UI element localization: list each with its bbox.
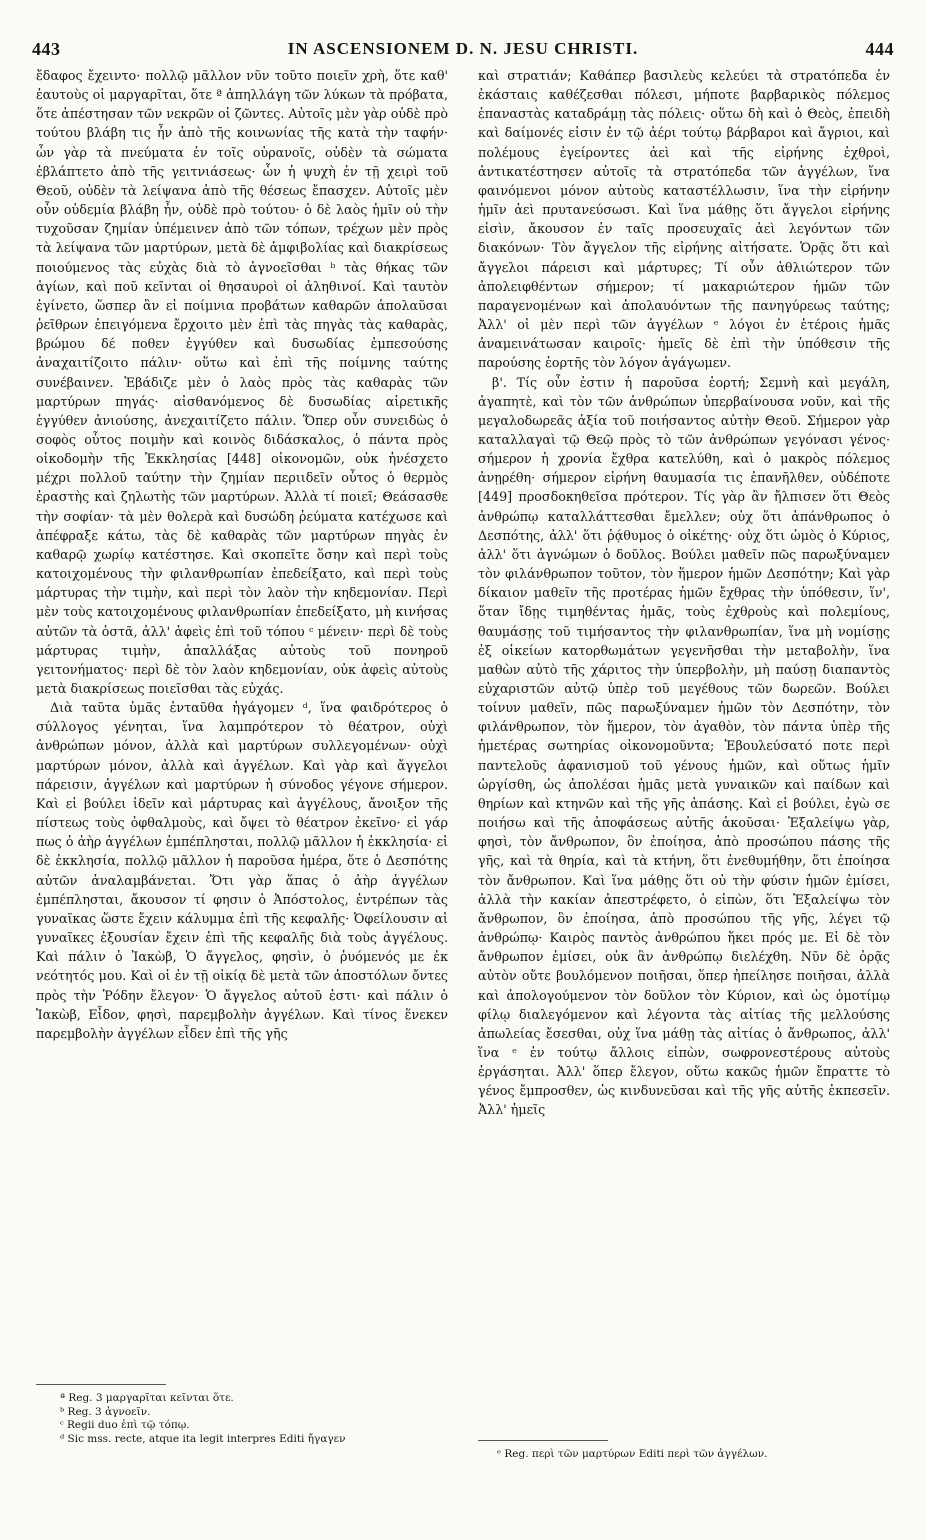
right-paragraph-2: β'. Τίς οὖν ἐστιν ἡ παροῦσα ἑορτή; Σεμνὴ καὶ μεγάλη, ἀγαπητὲ, καὶ τὸν τῶν ἀνθρώπων ὑπερβαίνουσα νοῦν, καὶ τῆς μεγαλοδωρεᾶς ἀξία τοῦ ποιήσαντος αὐτὴν Θεοῦ. Σήμερον γὰρ καταλλαγαὶ τῷ Θεῷ πρὸς τὸ τῶν ἀνθρώπων γεγόνασι γένος· σήμερον ἡ χρονία ἔχθρα κατελύθη, καὶ ὁ μακρὸς πόλεμος ἀνῃρέθη· σήμερον εἰρήνη θαυμασία τις ἐπανῆλθεν, οὐδέποτε [449] προσδοκηθεῖσα πρότερον. Τίς γὰρ ἂν ἤλπισεν ὅτι Θεὸς ἀνθρώπῳ καταλλάττεσθαι ἔμελλεν; οὐχ ὅτι ἀπάνθρωπος ὁ Δεσπότης, ἀλλ' ὅτι ῥᾴθυμος ὁ οἰκέτης· οὐχ ὅτι ὠμὸς ὁ Κύριος, ἀλλ' ὅτι ἀγνώμων ὁ δοῦλος. Βούλει μαθεῖν πῶς παρωξύναμεν τὸν φιλάνθρωπον τοῦτον, τὸν ἥμερον ἡμῶν Δεσπότην; Καὶ γὰρ δίκαιον μαθεῖν τῆς προτέρας ἡμῶν ἔχθρας τὴν ὑπόθεσιν, ἵν', ὅταν ἴδῃς τιμηθέντας ἡμᾶς, τοὺς ἐχθροὺς καὶ πολεμίους, θαυμάσῃς τοῦ τιμήσαντος τὴν φιλανθρωπίαν, ἵνα μὴ νομίσῃς ἐξ οἰκείων κατορθωμάτων γεγενῆσθαι τὴν μεταβολὴν, ἵνα μαθὼν αὐτὸ τῆς χάριτος τὴν ὑπερβολὴν, μὴ παύσῃ διαπαντὸς εὐχαριστῶν αὐτῷ ὑπὲρ τοῦ μεγέθους τῶν δωρεῶν. Βούλει τοίνυν μαθεῖν, πῶς παρωξύναμεν ἡμῶν τὸν Δεσπότην, τὸν φιλάνθρωπον, τὸν ἥμερον, τὸν ἀγαθὸν, τὸν πάντα ὑπὲρ τῆς ἡμετέρας σωτηρίας οἰκονομοῦντα; Ἐβουλεύσατό ποτε περὶ παντελοῦς ἀφανισμοῦ τοῦ γένους ἡμῶν, καὶ οὕτως ἡμῖν ὠργίσθη, ὡς ἀπολέσαι ἡμᾶς μετὰ γυναικῶν καὶ παίδων καὶ θηρίων καὶ κτηνῶν καὶ τῆς γῆς ἁπάσης. Καὶ εἰ βούλει, ἐγὼ σε ποιήσω καὶ τῆς ἀποφάσεως αὐτῆς ἀκοῦσαι· Ἐξαλείψω γὰρ, φησὶ, τὸν ἄνθρωπον, ὃν ἐποίησα, ἀπὸ προσώπου πάσης τῆς γῆς, καὶ τὰ θηρία, καὶ τὰ κτήνη, ὅτι ἐνεθυμήθην, ὅτι ἐποίησα τὸν ἄνθρωπον. Καὶ ἵνα μάθῃς ὅτι οὐ τὴν φύσιν ἡμῶν ἐμίσει, ἀλλὰ τὴν κακίαν ἀπεστρέφετο, ὁ εἰπὼν, ὅτι Ἐξαλείψω τὸν ἄνθρωπον, ὃν ἐποίησα, ἀπὸ προσώπου τῆς γῆς, λέγει τῷ ἀνθρώπῳ· Καιρὸς παντὸς ἀνθρώπου ἥκει πρός με. Εἰ δὲ τὸν ἄνθρωπον ἐμίσει, οὐκ ἂν ἀνθρώπῳ διελέχθη. Νῦν δὲ ὁρᾷς αὐτὸν οὔτε βουλόμενον ποιῆσαι, ὅπερ ἠπείλησε ποιῆσαι, ἀλλὰ καὶ ἀπολογούμενον τὸν δοῦλον τὸν Κύριον, καὶ ὡς ὁμοτίμῳ φίλῳ διαλεγόμενον καὶ λέγοντα τὰς αἰτίας τῆς μελλούσης ἀπωλείας ἔσεσθαι, οὐχ ἵνα μάθῃ τὰς αἰτίας ὁ ἄνθρωπος, ἀλλ' ἵνα ᵉ ἐν τούτῳ ἄλλοις εἰπὼν, σωφρονεστέρους αὐτοὺς ἐργάσηται. Ἀλλ' ὅπερ ἔλεγον, οὕτω κακῶς ἡμῶν ἔπραττε τὸ γένος ἔμπροσθεν, ὡς κινδυνεῦσαι καὶ τῆς γῆς αὐτῆς ἐκπεσεῖν. Ἀλλ' ἡμεῖς <box>478 374 890 1118</box>
right-footnote-rule <box>478 1440 608 1441</box>
footnote-d: ᵈ Sic mss. recte, atque ita legit interpres Editi ἤγαγεν <box>60 1432 346 1445</box>
left-footnotes <box>60 1392 450 1446</box>
footnote-c: ᶜ Regii duo ἐπὶ τῷ τόπῳ. <box>60 1419 190 1431</box>
right-paragraph-1: καὶ στρατιάν; Καθάπερ βασιλεὺς κελεύει τὰ στρατόπεδα ἐν ἑκάσταις καθέζεσθαι πόλεσι, μήποτε βαρβαρικὸς πόλεμος ἐπαναστὰς καταδράμῃ τὰς πόλεις· οὕτω δὴ καὶ ὁ Θεὸς, ἐπειδὴ καὶ δαίμονές εἰσιν ἐν τῷ ἀέρι τούτῳ βάρβαροι καὶ ἄγριοι, καὶ πολέμους ἐγείροντες ἀεὶ καὶ τῆς εἰρήνης ἐχθροὶ, ἀντικατέστησεν αὐτοῖς τὰ στρατόπεδα τῶν ἀγγέλων, ἵνα φαινόμενοι μόνον αὐτοὺς καταστέλλωσιν, ἵνα τὴν εἰρήνην ἡμῖν ἀεὶ πρυτανεύσωσι. Καὶ ἵνα μάθῃς ὅτι ἄγγελοι εἰρήνης εἰσὶν, ἄκουσον ἐν ταῖς προσευχαῖς ἀεὶ λεγόντων τῶν διακόνων· Τὸν ἄγγελον τῆς εἰρήνης αἰτήσατε. Ὁρᾷς ὅτι καὶ ἄγγελοι πάρεισι καὶ μάρτυρες; Τί οὖν ἀθλιώτερον τῶν ἀπολειφθέντων σήμερον; τί μακαριώτερον ἡμῶν τῶν παραγενομένων καὶ ἀπολαυόντων τῆς πανηγύρεως ταύτης; Ἀλλ' οἱ μὲν περὶ τῶν ἀγγέλων ᵉ λόγοι ἐν ἑτέροις ἡμᾶς ἀναμεινάτωσαν καιροῖς· ἡμεῖς δὲ ἐπὶ τὴν ὑπόθεσιν τῆς παρούσης ἑορτῆς τὸν λόγον ἀγάγωμεν. <box>478 68 890 371</box>
running-title: IN ASCENSIONEM D. N. JESU CHRISTI. <box>287 39 639 58</box>
running-header <box>32 36 894 62</box>
right-footnotes <box>497 1448 877 1462</box>
left-column <box>36 66 448 1043</box>
footnote-b: ᵇ Reg. 3 ἀγνοεῖν. <box>60 1405 151 1418</box>
footnote-e: ᵉ Reg. περὶ τῶν μαρτύρων Editi περὶ τῶν ἀγγέλων. <box>497 1448 768 1460</box>
left-footnote-rule <box>36 1384 166 1385</box>
right-column <box>478 66 890 1120</box>
left-paragraph-1: ἔδαφος ἔχειντο· πολλῷ μᾶλλον νῦν τοῦτο ποιεῖν χρὴ, ὅτε καθ' ἑαυτοὺς οἱ μαργαρῖται, ὅτε ª ἀπηλλάγη τῶν λύκων τὰ πρόβατα, ὅτε ἀπέστησαν τῶν νεκρῶν οἱ ζῶντες. Αὐτοῖς μὲν γὰρ οὐδὲ πρὸ τούτου βλάβη τις ἦν ἀπὸ τῆς κοινωνίας τῆς κατὰ τὴν ταφήν· ὧν γὰρ τὰ πνεύματα ἐν τοῖς οὐρανοῖς, οὐδὲν τὰ σώματα ἐβλάπτετο ἀπὸ τῆς γειτνιάσεως· ὧν ἡ ψυχὴ ἐν τῇ χειρὶ τοῦ Θεοῦ, οὐδὲν τὰ λείψανα ἀπὸ τῆς θέσεως ἔπασχεν. Αὐτοῖς μὲν οὖν οὐδεμία βλάβη ἦν, οὐδὲ πρὸ τούτου· ὁ δὲ λαὸς ἡμῖν οὐ τὴν τυχοῦσαν ζημίαν ὑπέμεινεν ἀπὸ τῶν τόπων, τρέχων μὲν πρὸς τὰ λείψανα τῶν μαρτύρων, μετὰ δὲ ἀμφιβολίας καὶ διακρίσεως ποιούμενος τὰς εὐχὰς διὰ τὸ ἀγνοεῖσθαι ᵇ τὰς θήκας τῶν ἁγίων, καὶ ποῦ κεῖνται οἱ θησαυροὶ οἱ ἀληθινοί. Καὶ ταυτὸν ἐγίνετο, ὥσπερ ἂν εἰ ποίμνια προβάτων καθαρῶν ἀπολαῦσαι ῥεῖθρων ἐπειγόμενα ἔρχοιτο μὲν ἐπὶ τὰς πηγὰς τὰς καθαρὰς, βρώμου δέ ποθεν ἐγγύθεν καὶ δυσωδίας ἐμπεσούσης ἀναχαιτίζοιτο πάλιν· οὕτω καὶ ἐπὶ τῆς ποίμνης ταύτης συνέβαινεν. Ἐβάδιζε μὲν ὁ λαὸς πρὸς τὰς καθαρὰς τῶν μαρτύρων πηγάς· αἰσθανόμενος δὲ δυσωδίας αἱρετικῆς ἐγγύθεν ἀνιούσης, ἀνεχαιτίζετο πάλιν. Ὅπερ οὖν συνειδὼς ὁ σοφὸς οὗτος ποιμὴν καὶ κοινὸς διδάσκαλος, ὁ πάντα πρὸς οἰκοδομὴν τῆς Ἐκκλησίας [448] οἰκονομῶν, οὐκ ἠνέσχετο μέχρι πολλοῦ ταύτην τὴν ζημίαν περιιδεῖν οὗτος ὁ θερμὸς ἐραστὴς καὶ ζηλωτὴς τῶν μαρτύρων. Ἀλλὰ τί ποιεῖ; Θεάσασθε τὴν σοφίαν· τὰ μὲν θολερὰ καὶ δυσώδη ῥεύματα κατέχωσε καὶ ἀπέφραξε κάτω, τὰς δὲ καθαρὰς τῶν μαρτύρων πηγὰς ἐν καθαρῷ χωρίῳ κατέστησε. Καὶ σκοπεῖτε ὅσην καὶ περὶ τοὺς κατοιχομένους τὴν φιλανθρωπίαν ἐπεδείξατο, καὶ περὶ τοὺς μάρτυρας τὴν τιμὴν, καὶ περὶ τὸν λαὸν τὴν κηδεμονίαν. Περὶ μὲν τοὺς κατοιχομένους φιλανθρωπίαν ἐπεδείξατο, μὴ κινήσας αὐτῶν τὰ ὀστᾶ, ἀλλ' ἀφεὶς ἐπὶ τοῦ τόπου ᶜ μένειν· περὶ δὲ τοὺς μάρτυρας τιμὴν, ἀπαλλάξας αὐτοὺς τοῦ πονηροῦ γειτονήματος· περὶ δὲ τὸν λαὸν κηδεμονίαν, οὐκ ἀφεὶς αὐτοὺς μετὰ διακρίσεως ποιεῖσθαι τὰς εὐχάς. <box>36 68 448 696</box>
right-page-number: 444 <box>865 38 894 59</box>
left-page-number: 443 <box>32 38 61 59</box>
footnote-a: ª Reg. 3 μαργαρῖται κεῖνται ὅτε. <box>60 1392 234 1404</box>
left-paragraph-2: Διὰ ταῦτα ὑμᾶς ἐνταῦθα ἠγάγομεν ᵈ, ἵνα φαιδρότερος ὁ σύλλογος γένηται, ἵνα λαμπρότερον τὸ θέατρον, οὐχὶ ἀνθρώπων μόνον, ἀλλὰ καὶ μαρτύρων συλλεγομένων· οὐχὶ μαρτύρων μόνον, ἀλλὰ καὶ ἀγγέλων. Καὶ γὰρ καὶ ἄγγελοι πάρεισιν, ἀγγέλων καὶ μαρτύρων ἡ σύνοδος γέγονε σήμερον. Καὶ εἰ βούλει ἰδεῖν καὶ μάρτυρας καὶ ἀγγέλους, ἄνοιξον τῆς πίστεως τοὺς ὀφθαλμοὺς, καὶ ὄψει τὸ θέατρον ἐκεῖνο· εἰ γάρ πως ὁ ἀὴρ ἀγγέλων ἐμπέπλησται, πολλῷ μᾶλλον ἡ ἐκκλησία· εἰ δὲ ἐκκλησία, πολλῷ μᾶλλον ἡ παροῦσα ἡμέρα, ὅτε ὁ Δεσπότης αὐτῶν ἀναλαμβάνεται. Ὅτι γὰρ ἅπας ὁ ἀὴρ ἀγγέλων ἐμπέπλησται, ἄκουσον τί φησιν ὁ Ἀπόστολος, ἐντρέπων τὰς γυναῖκας ὥστε ἔχειν κάλυμμα ἐπὶ τῆς κεφαλῆς· Ὀφείλουσιν αἱ γυναῖκες ἐξουσίαν ἔχειν ἐπὶ τῆς κεφαλῆς διὰ τοὺς ἀγγέλους. Καὶ πάλιν ὁ Ἰακὼβ, Ὁ ἄγγελος, φησὶν, ὁ ῥυόμενός με ἐκ νεότητός μου. Καὶ οἱ ἐν τῇ οἰκίᾳ δὲ μετὰ τῶν ἀποστόλων ὄντες πρὸς τὴν Ῥόδην ἔλεγον· Ὁ ἄγγελος αὐτοῦ ἐστι· καὶ πάλιν ὁ Ἰακὼβ, Εἶδον, φησὶ, παρεμβολὴν ἀγγέλων. Καὶ τίνος ἕνεκεν παρεμβολὴν ἀγγέλων εἶδεν ἐπὶ τῆς γῆς <box>36 700 448 1041</box>
